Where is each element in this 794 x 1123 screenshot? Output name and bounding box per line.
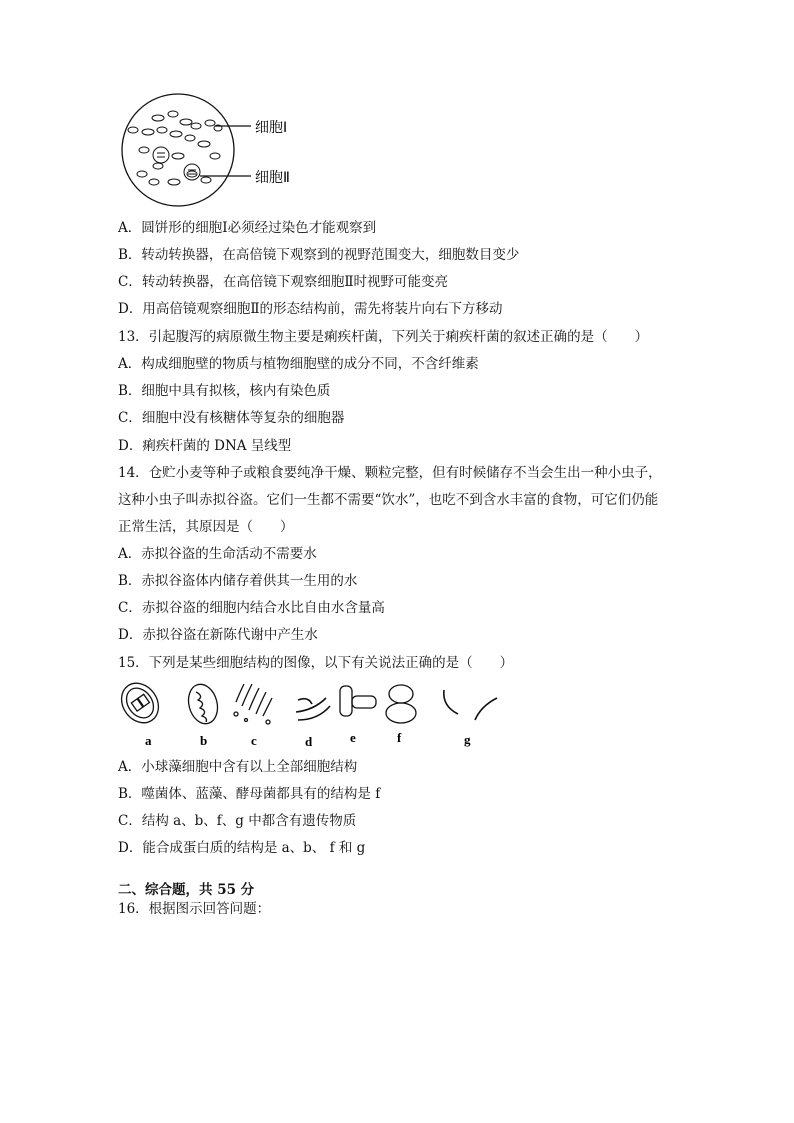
q13-option-a: A．构成细胞壁的物质与植物细胞壁的成分不同，不含纤维素 (118, 356, 479, 372)
label-d: d (305, 734, 313, 749)
q13-option-d: D．痢疾杆菌的 DNA 呈线型 (118, 438, 292, 454)
q14-option-b: B．赤拟谷盗体内储存着供其一生用的水 (118, 573, 358, 589)
q15-option-d: D．能合成蛋白质的结构是 a、b、 f 和 g (118, 840, 366, 856)
ribosome-icon (386, 685, 416, 723)
label-e: e (350, 730, 356, 745)
disc-cells (128, 111, 222, 185)
q15-option-c: C．结构 a、b、f、g 中都含有遗传物质 (118, 813, 357, 829)
er-icon (296, 698, 330, 720)
q12-option-c: C．转动转换器，在高倍镜下观察细胞Ⅱ时视野可能变亮 (118, 274, 449, 290)
q12-option-b: B．转动转换器，在高倍镜下观察到的视野范围变大，细胞数目变少 (118, 247, 520, 263)
label-a: a (145, 733, 152, 748)
cell-label-2: 细胞Ⅱ (255, 170, 290, 186)
q13-option-b: B．细胞中具有拟核，核内有染色质 (118, 383, 331, 399)
q15-stem: 15．下列是某些细胞结构的图像，以下有关说法正确的是（ ） (118, 655, 514, 671)
label-b: b (200, 733, 208, 748)
q16-stem: 16．根据图示回答问题： (118, 901, 271, 917)
section-heading: 二、综合题，共 55 分 (118, 882, 255, 898)
label-c: c (251, 733, 257, 748)
label-f: f (397, 730, 402, 745)
filament-icon (444, 690, 497, 720)
q13-option-c: C．细胞中没有核糖体等复杂的细胞器 (118, 410, 345, 426)
label-g: g (464, 732, 471, 747)
q14-stem-line-3: 正常生活，其原因是（ ） (118, 519, 294, 535)
q14-option-a: A．赤拟谷盗的生命活动不需要水 (118, 546, 317, 562)
mitochondrion-icon (184, 681, 221, 727)
q15-option-a: A．小球藻细胞中含有以上全部细胞结构 (118, 759, 358, 775)
q12-option-a: A．圆饼形的细胞Ⅰ必须经过染色才能观察到 (118, 220, 377, 236)
centrosome-icon (340, 686, 376, 716)
chloroplast-icon (114, 676, 166, 730)
golgi-icon (234, 684, 272, 724)
q12-option-d: D．用高倍镜观察细胞Ⅱ的形态结构前，需先将装片向右下方移动 (118, 301, 503, 317)
q14-option-c: C．赤拟谷盗的细胞内结合水比自由水含量高 (118, 600, 385, 616)
q14-option-d: D．赤拟谷盗在新陈代谢中产生水 (118, 627, 318, 643)
q14-stem-line-1: 14．仓贮小麦等种子或粮食要纯净干燥、颗粒完整，但有时候储存不当会生出一种小虫子， (118, 465, 662, 481)
cell-label-1: 细胞Ⅰ (255, 120, 288, 136)
organelle-figure (118, 680, 518, 750)
organelle-labels (145, 730, 471, 749)
q15-option-b: B．噬菌体、蓝藻、酵母菌都具有的结构是 f (118, 786, 381, 802)
q13-stem: 13．引起腹泻的病原微生物主要是痢疾杆菌，下列关于痢疾杆菌的叙述正确的是（ ） (118, 329, 649, 345)
q14-stem-line-2: 这种小虫子叫赤拟谷盗。它们一生都不需要“饮水”，也吃不到含水丰富的食物，可它们仍能 (118, 492, 659, 508)
microscope-field-figure (118, 100, 338, 200)
